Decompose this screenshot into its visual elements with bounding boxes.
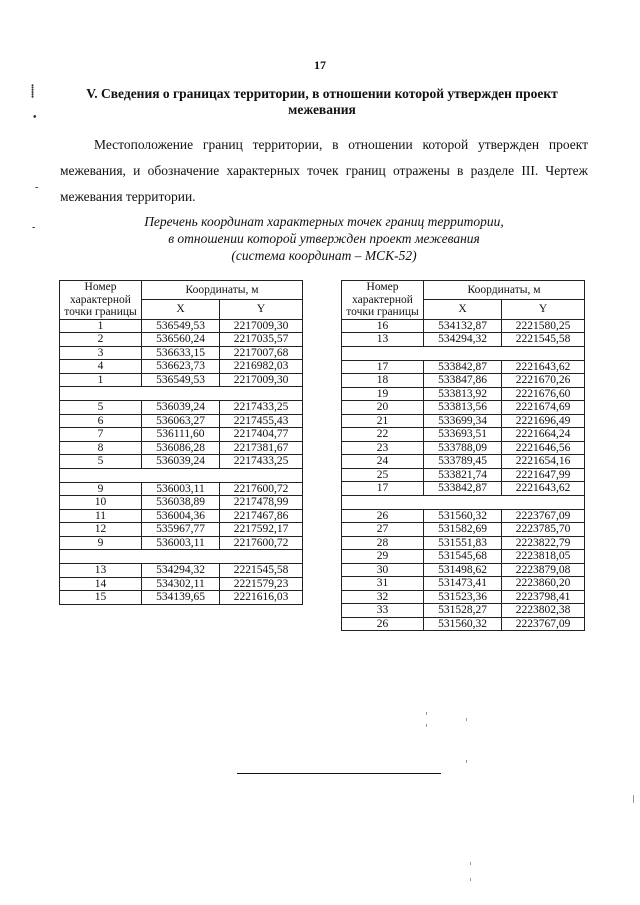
point-number-cell: 21 — [342, 414, 424, 428]
table-row — [60, 591, 303, 605]
table-row — [60, 523, 303, 537]
x-coordinate-cell: 533842,87 — [424, 482, 502, 496]
y-coordinate-cell: 2217433,25 — [220, 455, 303, 469]
x-coordinate-cell: 536039,24 — [142, 401, 220, 415]
y-coordinate-cell: 2223798,41 — [502, 590, 585, 604]
y-coordinate-cell: 2221696,49 — [502, 414, 585, 428]
point-number-cell: 20 — [342, 401, 424, 415]
y-coordinate-cell: 2221670,26 — [502, 374, 585, 388]
table-row — [342, 523, 585, 537]
y-coordinate-cell: 2221545,58 — [220, 564, 303, 578]
table-row — [60, 346, 303, 360]
y-coordinate-cell: 2217007,68 — [220, 346, 303, 360]
point-number-cell: 25 — [342, 468, 424, 482]
y-coordinate-cell: 2223879,08 — [502, 563, 585, 577]
left-table-body — [60, 319, 303, 604]
x-coordinate-cell: 533813,56 — [424, 401, 502, 415]
y-coordinate-cell: 2221646,56 — [502, 441, 585, 455]
point-number-cell: 1 — [60, 373, 142, 387]
x-coordinate-cell: 536038,89 — [142, 496, 220, 510]
margin-dot: • — [33, 112, 37, 123]
section-heading: V. Сведения о границах территории, в отношении которой утвержден проект межевания — [86, 86, 558, 117]
y-coordinate-cell: 2217478,99 — [220, 496, 303, 510]
point-number-cell: 33 — [342, 604, 424, 618]
x-coordinate-cell: 533813,92 — [424, 387, 502, 401]
table-row — [60, 509, 303, 523]
coordinates-table-left — [59, 280, 303, 605]
x-coordinate-cell: 536039,24 — [142, 455, 220, 469]
coordinates-table-right — [341, 280, 585, 631]
point-number-cell: 14 — [60, 577, 142, 591]
table-row — [60, 577, 303, 591]
y-coordinate-cell: 2221643,62 — [502, 482, 585, 496]
x-coordinate-cell: 536633,15 — [142, 346, 220, 360]
x-coordinate-cell: 536549,53 — [142, 319, 220, 333]
y-coordinate-cell: 2217009,30 — [220, 319, 303, 333]
x-coordinate-cell: 531473,41 — [424, 577, 502, 591]
point-number-cell: 1 — [60, 319, 142, 333]
table-row — [60, 536, 303, 550]
point-number-cell: 26 — [342, 617, 424, 631]
x-coordinate-cell: 534139,65 — [142, 591, 220, 605]
point-number-cell: 8 — [60, 441, 142, 455]
y-coordinate-cell: 2223860,20 — [502, 577, 585, 591]
point-number-cell: 10 — [60, 496, 142, 510]
y-coordinate-cell: 2223767,09 — [502, 509, 585, 523]
table-row — [60, 455, 303, 469]
point-number-cell: 13 — [342, 333, 424, 347]
point-number-cell: 4 — [60, 360, 142, 374]
y-coordinate-cell: 2221580,25 — [502, 319, 585, 333]
separator-cell — [342, 495, 585, 509]
y-coordinate-cell: 2221643,62 — [502, 360, 585, 374]
table-row — [342, 468, 585, 482]
point-number-cell: 17 — [342, 360, 424, 374]
x-coordinate-cell: 533821,74 — [424, 468, 502, 482]
point-number-cell: 31 — [342, 577, 424, 591]
point-number-cell: 17 — [342, 482, 424, 496]
y-coordinate-cell: 2223802,38 — [502, 604, 585, 618]
y-coordinate-cell: 2217600,72 — [220, 536, 303, 550]
x-coordinate-cell: 533789,45 — [424, 455, 502, 469]
table-row — [342, 590, 585, 604]
point-number-header: Номер характерной точки границы — [342, 281, 424, 320]
list-title-line-3: (система координат – МСК-52) — [231, 248, 417, 263]
table-row — [342, 428, 585, 442]
margin-dash: - — [32, 222, 36, 233]
coordinate-list-title — [60, 213, 588, 264]
table-row — [342, 509, 585, 523]
table-row — [342, 536, 585, 550]
table-row — [60, 360, 303, 374]
x-coordinate-cell: 531551,83 — [424, 536, 502, 550]
point-number-cell: 24 — [342, 455, 424, 469]
x-coordinate-cell: 536111,60 — [142, 428, 220, 442]
y-coordinate-cell: 2223818,05 — [502, 550, 585, 564]
table-row — [342, 374, 585, 388]
group-separator-row — [60, 550, 303, 564]
point-number-cell: 26 — [342, 509, 424, 523]
x-coordinate-cell: 533847,86 — [424, 374, 502, 388]
table-row — [60, 414, 303, 428]
y-header: Y — [220, 300, 303, 319]
table-row — [342, 441, 585, 455]
y-coordinate-cell: 2221654,16 — [502, 455, 585, 469]
x-coordinate-cell: 536560,24 — [142, 333, 220, 347]
y-header: Y — [502, 300, 585, 319]
point-number-header: Номер характерной точки границы — [60, 281, 142, 320]
group-separator-row — [342, 346, 585, 360]
point-number-cell: 30 — [342, 563, 424, 577]
list-title-line-2: в отношении которой утвержден проект межевания — [168, 231, 480, 246]
right-table-body — [342, 319, 585, 631]
y-coordinate-cell: 2217600,72 — [220, 482, 303, 496]
y-coordinate-cell: 2217035,57 — [220, 333, 303, 347]
y-coordinate-cell: 2221674,69 — [502, 401, 585, 415]
x-coordinate-cell: 536004,36 — [142, 509, 220, 523]
y-coordinate-cell: 2221664,24 — [502, 428, 585, 442]
x-coordinate-cell: 531528,27 — [424, 604, 502, 618]
point-number-cell: 2 — [60, 333, 142, 347]
separator-cell — [342, 346, 585, 360]
page-number: 17 — [314, 58, 326, 72]
x-coordinate-cell: 531560,32 — [424, 509, 502, 523]
x-coordinate-cell: 536086,28 — [142, 441, 220, 455]
x-coordinate-cell: 536003,11 — [142, 482, 220, 496]
point-number-cell: 6 — [60, 414, 142, 428]
table-row — [60, 333, 303, 347]
scan-speck — [426, 712, 427, 715]
table-row — [60, 482, 303, 496]
margin-dash: - — [35, 182, 39, 193]
table-row — [342, 414, 585, 428]
point-number-cell: 15 — [60, 591, 142, 605]
separator-cell — [60, 387, 303, 401]
y-coordinate-cell: 2217433,25 — [220, 401, 303, 415]
x-coordinate-cell: 531582,69 — [424, 523, 502, 537]
table-row — [60, 428, 303, 442]
separator-cell — [60, 468, 303, 482]
x-coordinate-cell: 531545,68 — [424, 550, 502, 564]
margin-mark: ⸽ — [31, 84, 35, 98]
x-coordinate-cell: 536549,53 — [142, 373, 220, 387]
table-row — [60, 319, 303, 333]
x-coordinate-cell: 536063,27 — [142, 414, 220, 428]
scan-speck — [426, 724, 427, 727]
scan-speck — [633, 795, 634, 803]
table-row — [342, 550, 585, 564]
group-separator-row — [60, 468, 303, 482]
table-row — [60, 401, 303, 415]
table-row — [342, 333, 585, 347]
x-coordinate-cell: 533842,87 — [424, 360, 502, 374]
scan-speck — [470, 878, 471, 881]
x-coordinate-cell: 536623,73 — [142, 360, 220, 374]
table-row — [342, 604, 585, 618]
point-number-cell: 9 — [60, 482, 142, 496]
point-number-cell: 19 — [342, 387, 424, 401]
x-coordinate-cell: 534294,32 — [142, 564, 220, 578]
x-header: X — [424, 300, 502, 319]
x-coordinate-cell: 533788,09 — [424, 441, 502, 455]
group-separator-row — [60, 387, 303, 401]
y-coordinate-cell: 2221579,23 — [220, 577, 303, 591]
point-number-cell: 3 — [60, 346, 142, 360]
y-coordinate-cell: 2223785,70 — [502, 523, 585, 537]
point-number-cell: 29 — [342, 550, 424, 564]
point-number-cell: 16 — [342, 319, 424, 333]
scan-speck — [470, 862, 471, 865]
y-coordinate-cell: 2217455,43 — [220, 414, 303, 428]
table-row — [60, 496, 303, 510]
coordinates-header: Координаты, м — [424, 281, 585, 300]
x-header: X — [142, 300, 220, 319]
point-number-cell: 22 — [342, 428, 424, 442]
table-row — [60, 441, 303, 455]
table-row — [342, 387, 585, 401]
group-separator-row — [342, 495, 585, 509]
y-coordinate-cell: 2217009,30 — [220, 373, 303, 387]
y-coordinate-cell: 2217467,86 — [220, 509, 303, 523]
point-number-cell: 28 — [342, 536, 424, 550]
table-row — [342, 455, 585, 469]
intro-paragraph: Местоположение границ территории, в отношении которой утвержден проект межевания, и обозначение характерных точек границ отражены в разделе III. Чертеж межевания территории. — [60, 137, 588, 204]
y-coordinate-cell: 2223822,79 — [502, 536, 585, 550]
point-number-cell: 12 — [60, 523, 142, 537]
table-row — [60, 564, 303, 578]
y-coordinate-cell: 2223767,09 — [502, 617, 585, 631]
x-coordinate-cell: 534294,32 — [424, 333, 502, 347]
scan-speck — [466, 718, 467, 721]
point-number-cell: 13 — [60, 564, 142, 578]
y-coordinate-cell: 2217592,17 — [220, 523, 303, 537]
point-number-cell: 32 — [342, 590, 424, 604]
y-coordinate-cell: 2221647,99 — [502, 468, 585, 482]
table-row — [342, 617, 585, 631]
point-number-cell: 27 — [342, 523, 424, 537]
x-coordinate-cell: 536003,11 — [142, 536, 220, 550]
x-coordinate-cell: 535967,77 — [142, 523, 220, 537]
y-coordinate-cell: 2217381,67 — [220, 441, 303, 455]
table-row — [342, 360, 585, 374]
x-coordinate-cell: 533693,51 — [424, 428, 502, 442]
y-coordinate-cell: 2217404,77 — [220, 428, 303, 442]
scan-speck — [466, 760, 467, 763]
x-coordinate-cell: 533699,34 — [424, 414, 502, 428]
table-row — [60, 373, 303, 387]
point-number-cell: 18 — [342, 374, 424, 388]
x-coordinate-cell: 531498,62 — [424, 563, 502, 577]
point-number-cell: 7 — [60, 428, 142, 442]
y-coordinate-cell: 2221545,58 — [502, 333, 585, 347]
y-coordinate-cell: 2221616,03 — [220, 591, 303, 605]
point-number-cell: 9 — [60, 536, 142, 550]
separator-cell — [60, 550, 303, 564]
y-coordinate-cell: 2216982,03 — [220, 360, 303, 374]
coordinates-header: Координаты, м — [142, 281, 303, 300]
x-coordinate-cell: 531560,32 — [424, 617, 502, 631]
point-number-cell: 23 — [342, 441, 424, 455]
table-row — [342, 482, 585, 496]
point-number-cell: 5 — [60, 401, 142, 415]
x-coordinate-cell: 534132,87 — [424, 319, 502, 333]
list-title-line-1: Перечень координат характерных точек границ территории, — [144, 214, 504, 229]
signature-line — [237, 773, 441, 774]
point-number-cell: 11 — [60, 509, 142, 523]
table-row — [342, 319, 585, 333]
point-number-cell: 5 — [60, 455, 142, 469]
table-row — [342, 577, 585, 591]
y-coordinate-cell: 2221676,60 — [502, 387, 585, 401]
table-row — [342, 401, 585, 415]
table-row — [342, 563, 585, 577]
x-coordinate-cell: 531523,36 — [424, 590, 502, 604]
x-coordinate-cell: 534302,11 — [142, 577, 220, 591]
